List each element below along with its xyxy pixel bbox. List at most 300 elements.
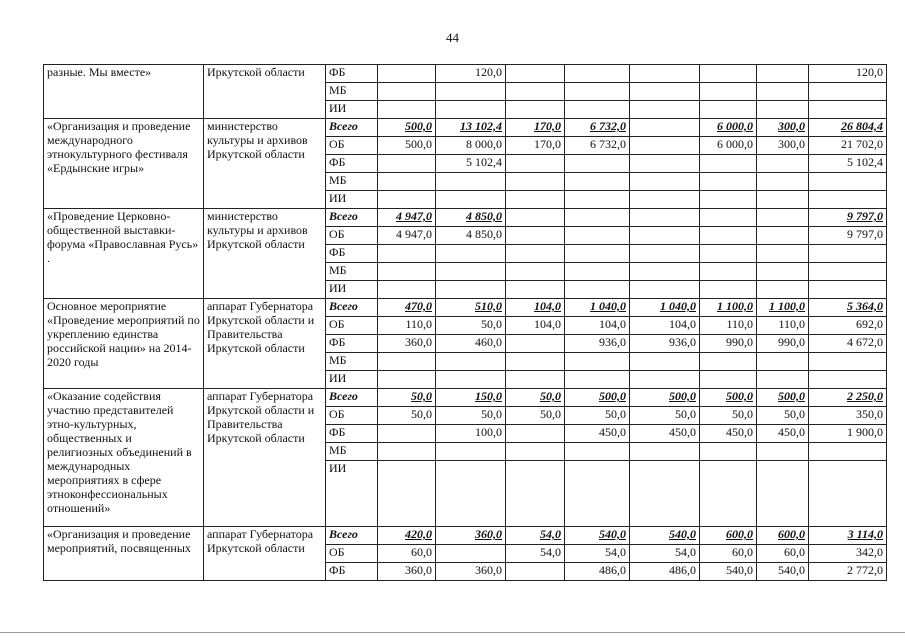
value-text: 170,0 <box>534 119 561 133</box>
year-value-cell <box>436 101 506 119</box>
year-value-cell <box>506 191 565 209</box>
year-value-cell <box>630 101 700 119</box>
value-text: 6 000,0 <box>717 119 753 133</box>
year-value-cell <box>630 425 700 443</box>
value-text: 1 040,0 <box>660 299 696 313</box>
value-text: 500,0 <box>405 119 432 133</box>
year-value-cell <box>757 101 809 119</box>
year-value-cell <box>565 299 630 317</box>
year-value-cell <box>436 209 506 227</box>
funding-source-cell: ОБ <box>326 317 378 335</box>
year-value-cell <box>506 527 565 545</box>
funding-source-cell: МБ <box>326 263 378 281</box>
measure-name-cell: «Проведение Церковно-общественной выставки-форума «Православная Русь» . <box>44 209 204 299</box>
year-value-cell <box>378 527 436 545</box>
year-value-cell <box>630 173 700 191</box>
total-value-cell <box>809 191 887 209</box>
year-value-cell <box>506 83 565 101</box>
funding-source-cell: ФБ <box>326 335 378 353</box>
year-value-cell <box>565 101 630 119</box>
year-value-cell <box>378 209 436 227</box>
year-value-cell <box>436 299 506 317</box>
value-text: 486,0 <box>599 563 626 577</box>
year-value-cell <box>378 65 436 83</box>
year-value-cell <box>506 425 565 443</box>
year-value-cell <box>436 119 506 137</box>
total-value-cell <box>809 461 887 527</box>
executor-cell: Иркутской области <box>204 65 326 119</box>
measure-name-cell: «Организация и проведение мероприятий, посвященных <box>44 527 204 581</box>
value-text: 50,0 <box>411 407 432 421</box>
value-text: 420,0 <box>405 527 432 541</box>
year-value-cell <box>506 281 565 299</box>
value-text: 450,0 <box>669 425 696 439</box>
year-value-cell <box>630 563 700 581</box>
year-value-cell <box>378 137 436 155</box>
year-value-cell <box>378 425 436 443</box>
value-text: 150,0 <box>475 389 502 403</box>
funding-source-cell: ОБ <box>326 407 378 425</box>
value-text: 540,0 <box>778 563 805 577</box>
year-value-cell <box>757 563 809 581</box>
total-value-cell <box>809 545 887 563</box>
year-value-cell <box>565 137 630 155</box>
value-text: 692,0 <box>856 317 883 331</box>
total-value-cell <box>809 371 887 389</box>
year-value-cell <box>700 407 757 425</box>
value-text: 450,0 <box>599 425 626 439</box>
year-value-cell <box>757 527 809 545</box>
value-text: 6 732,0 <box>590 119 626 133</box>
year-value-cell <box>630 335 700 353</box>
measure-name-cell: Основное мероприятие «Проведение мероприятий по укреплению единства российской нации» на 2014-2020 годы <box>44 299 204 389</box>
value-text: 1 040,0 <box>590 299 626 313</box>
year-value-cell <box>378 317 436 335</box>
year-value-cell <box>436 173 506 191</box>
year-value-cell <box>506 137 565 155</box>
value-text: 60,0 <box>784 545 805 559</box>
value-text: 360,0 <box>475 527 502 541</box>
year-value-cell <box>506 119 565 137</box>
funding-source-cell: Всего <box>326 527 378 545</box>
measure-name-cell: «Организация и проведение международного этнокультурного фестиваля «Ердынские игры» <box>44 119 204 209</box>
year-value-cell <box>700 461 757 527</box>
year-value-cell <box>565 245 630 263</box>
total-value-cell <box>809 299 887 317</box>
value-text: 990,0 <box>778 335 805 349</box>
table-row <box>44 299 887 317</box>
value-text: 104,0 <box>599 317 626 331</box>
executor-cell: министерство культуры и архивов Иркутской области <box>204 119 326 209</box>
executor-cell: министерство культуры и архивов Иркутской области <box>204 209 326 299</box>
value-text: 13 102,4 <box>460 119 502 133</box>
year-value-cell <box>565 545 630 563</box>
year-value-cell <box>565 335 630 353</box>
year-value-cell <box>757 281 809 299</box>
total-value-cell <box>809 137 887 155</box>
year-value-cell <box>757 245 809 263</box>
value-text: 500,0 <box>405 137 432 151</box>
year-value-cell <box>565 191 630 209</box>
value-text: 54,0 <box>605 545 626 559</box>
year-value-cell <box>700 371 757 389</box>
value-text: 50,0 <box>540 389 561 403</box>
year-value-cell <box>700 317 757 335</box>
value-text: 104,0 <box>669 317 696 331</box>
year-value-cell <box>506 245 565 263</box>
total-value-cell <box>809 443 887 461</box>
value-text: 9 797,0 <box>847 209 883 223</box>
value-text: 110,0 <box>778 317 805 331</box>
bottom-rule <box>0 632 905 633</box>
year-value-cell <box>506 389 565 407</box>
value-text: 360,0 <box>475 563 502 577</box>
value-text: 60,0 <box>411 545 432 559</box>
year-value-cell <box>700 227 757 245</box>
year-value-cell <box>565 227 630 245</box>
year-value-cell <box>700 209 757 227</box>
year-value-cell <box>630 245 700 263</box>
value-text: 500,0 <box>778 389 805 403</box>
value-text: 360,0 <box>405 335 432 349</box>
year-value-cell <box>378 83 436 101</box>
year-value-cell <box>700 527 757 545</box>
year-value-cell <box>378 263 436 281</box>
year-value-cell <box>565 407 630 425</box>
total-value-cell <box>809 527 887 545</box>
year-value-cell <box>630 209 700 227</box>
value-text: 170,0 <box>534 137 561 151</box>
funding-source-cell: Всего <box>326 389 378 407</box>
funding-source-cell: МБ <box>326 83 378 101</box>
value-text: 470,0 <box>405 299 432 313</box>
funding-source-cell: ФБ <box>326 245 378 263</box>
funding-source-cell: МБ <box>326 353 378 371</box>
year-value-cell <box>436 227 506 245</box>
year-value-cell <box>378 281 436 299</box>
total-value-cell <box>809 155 887 173</box>
year-value-cell <box>378 119 436 137</box>
value-text: 2 250,0 <box>847 389 883 403</box>
table-row <box>44 209 887 227</box>
funding-source-cell: ОБ <box>326 545 378 563</box>
value-text: 5 102,4 <box>466 155 502 169</box>
year-value-cell <box>378 173 436 191</box>
value-text: 110,0 <box>405 317 432 331</box>
year-value-cell <box>565 317 630 335</box>
year-value-cell <box>700 299 757 317</box>
year-value-cell <box>630 389 700 407</box>
year-value-cell <box>565 155 630 173</box>
total-value-cell <box>809 425 887 443</box>
year-value-cell <box>506 155 565 173</box>
total-value-cell <box>809 227 887 245</box>
year-value-cell <box>700 137 757 155</box>
year-value-cell <box>436 317 506 335</box>
value-text: 50,0 <box>732 407 753 421</box>
value-text: 936,0 <box>599 335 626 349</box>
value-text: 486,0 <box>669 563 696 577</box>
funding-source-cell: ФБ <box>326 155 378 173</box>
total-value-cell <box>809 407 887 425</box>
value-text: 500,0 <box>726 389 753 403</box>
table-row <box>44 389 887 407</box>
year-value-cell <box>506 407 565 425</box>
year-value-cell <box>565 371 630 389</box>
year-value-cell <box>436 191 506 209</box>
value-text: 300,0 <box>778 137 805 151</box>
year-value-cell <box>700 245 757 263</box>
year-value-cell <box>630 353 700 371</box>
year-value-cell <box>436 389 506 407</box>
year-value-cell <box>565 119 630 137</box>
year-value-cell <box>700 425 757 443</box>
year-value-cell <box>436 281 506 299</box>
year-value-cell <box>700 191 757 209</box>
total-value-cell <box>809 65 887 83</box>
value-text: 50,0 <box>675 407 696 421</box>
value-text: 54,0 <box>675 545 696 559</box>
year-value-cell <box>506 227 565 245</box>
year-value-cell <box>700 101 757 119</box>
table-row <box>44 527 887 545</box>
year-value-cell <box>436 407 506 425</box>
total-value-cell <box>809 245 887 263</box>
year-value-cell <box>630 65 700 83</box>
year-value-cell <box>700 545 757 563</box>
year-value-cell <box>506 545 565 563</box>
funding-source-cell: ФБ <box>326 425 378 443</box>
year-value-cell <box>757 545 809 563</box>
year-value-cell <box>565 461 630 527</box>
year-value-cell <box>757 461 809 527</box>
year-value-cell <box>378 335 436 353</box>
value-text: 450,0 <box>778 425 805 439</box>
year-value-cell <box>630 545 700 563</box>
year-value-cell <box>378 443 436 461</box>
year-value-cell <box>757 263 809 281</box>
value-text: 2 772,0 <box>847 563 883 577</box>
value-text: 360,0 <box>405 563 432 577</box>
value-text: 3 114,0 <box>847 527 883 541</box>
value-text: 540,0 <box>726 563 753 577</box>
year-value-cell <box>506 443 565 461</box>
executor-cell: аппарат Губернатора Иркутской области <box>204 527 326 581</box>
year-value-cell <box>506 209 565 227</box>
value-text: 50,0 <box>540 407 561 421</box>
value-text: 342,0 <box>856 545 883 559</box>
year-value-cell <box>506 101 565 119</box>
value-text: 1 900,0 <box>847 425 883 439</box>
year-value-cell <box>757 317 809 335</box>
funding-source-cell: ИИ <box>326 461 378 527</box>
year-value-cell <box>630 407 700 425</box>
value-text: 540,0 <box>669 527 696 541</box>
year-value-cell <box>630 227 700 245</box>
year-value-cell <box>700 119 757 137</box>
total-value-cell <box>809 317 887 335</box>
year-value-cell <box>630 263 700 281</box>
value-text: 50,0 <box>605 407 626 421</box>
year-value-cell <box>565 83 630 101</box>
value-text: 9 797,0 <box>847 227 883 241</box>
year-value-cell <box>700 281 757 299</box>
year-value-cell <box>378 461 436 527</box>
year-value-cell <box>700 65 757 83</box>
year-value-cell <box>757 191 809 209</box>
value-text: 120,0 <box>856 65 883 79</box>
value-text: 50,0 <box>481 317 502 331</box>
year-value-cell <box>757 155 809 173</box>
year-value-cell <box>565 389 630 407</box>
value-text: 350,0 <box>856 407 883 421</box>
value-text: 460,0 <box>475 335 502 349</box>
year-value-cell <box>630 155 700 173</box>
year-value-cell <box>506 353 565 371</box>
total-value-cell <box>809 209 887 227</box>
funding-source-cell: МБ <box>326 173 378 191</box>
value-text: 26 804,4 <box>841 119 883 133</box>
value-text: 1 100,0 <box>769 299 805 313</box>
year-value-cell <box>436 155 506 173</box>
year-value-cell <box>506 299 565 317</box>
measure-name-cell: разные. Мы вместе» <box>44 65 204 119</box>
year-value-cell <box>506 65 565 83</box>
year-value-cell <box>378 299 436 317</box>
value-text: 300,0 <box>778 119 805 133</box>
year-value-cell <box>436 245 506 263</box>
year-value-cell <box>506 263 565 281</box>
year-value-cell <box>378 545 436 563</box>
funding-source-cell: ОБ <box>326 137 378 155</box>
value-text: 6 732,0 <box>590 137 626 151</box>
table-body <box>44 65 887 581</box>
year-value-cell <box>630 119 700 137</box>
value-text: 600,0 <box>726 527 753 541</box>
year-value-cell <box>757 173 809 191</box>
funding-source-cell: Всего <box>326 299 378 317</box>
value-text: 4 947,0 <box>396 227 432 241</box>
funding-source-cell: ФБ <box>326 563 378 581</box>
value-text: 540,0 <box>599 527 626 541</box>
value-text: 1 100,0 <box>717 299 753 313</box>
value-text: 50,0 <box>411 389 432 403</box>
year-value-cell <box>436 563 506 581</box>
year-value-cell <box>565 527 630 545</box>
year-value-cell <box>630 281 700 299</box>
table-row <box>44 65 887 83</box>
total-value-cell <box>809 353 887 371</box>
year-value-cell <box>565 209 630 227</box>
year-value-cell <box>700 389 757 407</box>
value-text: 510,0 <box>475 299 502 313</box>
year-value-cell <box>436 263 506 281</box>
year-value-cell <box>506 461 565 527</box>
year-value-cell <box>506 563 565 581</box>
year-value-cell <box>700 353 757 371</box>
funding-source-cell: МБ <box>326 443 378 461</box>
year-value-cell <box>757 335 809 353</box>
total-value-cell <box>809 563 887 581</box>
total-value-cell <box>809 389 887 407</box>
value-text: 500,0 <box>669 389 696 403</box>
year-value-cell <box>436 425 506 443</box>
year-value-cell <box>565 563 630 581</box>
value-text: 8 000,0 <box>466 137 502 151</box>
total-value-cell <box>809 335 887 353</box>
year-value-cell <box>700 173 757 191</box>
value-text: 120,0 <box>475 65 502 79</box>
value-text: 4 672,0 <box>847 335 883 349</box>
year-value-cell <box>757 83 809 101</box>
year-value-cell <box>757 371 809 389</box>
year-value-cell <box>757 209 809 227</box>
year-value-cell <box>700 155 757 173</box>
year-value-cell <box>436 461 506 527</box>
total-value-cell <box>809 173 887 191</box>
year-value-cell <box>506 371 565 389</box>
year-value-cell <box>436 335 506 353</box>
year-value-cell <box>700 563 757 581</box>
year-value-cell <box>378 389 436 407</box>
year-value-cell <box>757 65 809 83</box>
year-value-cell <box>630 299 700 317</box>
funding-source-cell: ФБ <box>326 65 378 83</box>
year-value-cell <box>378 407 436 425</box>
executor-cell: аппарат Губернатора Иркутской области и Правительства Иркутской области <box>204 389 326 527</box>
year-value-cell <box>436 353 506 371</box>
value-text: 54,0 <box>540 545 561 559</box>
year-value-cell <box>378 353 436 371</box>
value-text: 450,0 <box>726 425 753 439</box>
year-value-cell <box>630 83 700 101</box>
value-text: 4 947,0 <box>396 209 432 223</box>
value-text: 990,0 <box>726 335 753 349</box>
year-value-cell <box>378 101 436 119</box>
value-text: 104,0 <box>534 299 561 313</box>
year-value-cell <box>565 281 630 299</box>
value-text: 4 850,0 <box>466 209 502 223</box>
year-value-cell <box>565 263 630 281</box>
value-text: 100,0 <box>475 425 502 439</box>
year-value-cell <box>700 263 757 281</box>
value-text: 50,0 <box>784 407 805 421</box>
year-value-cell <box>757 119 809 137</box>
year-value-cell <box>506 317 565 335</box>
total-value-cell <box>809 263 887 281</box>
value-text: 936,0 <box>669 335 696 349</box>
year-value-cell <box>757 227 809 245</box>
year-value-cell <box>757 353 809 371</box>
year-value-cell <box>700 443 757 461</box>
value-text: 54,0 <box>540 527 561 541</box>
year-value-cell <box>757 443 809 461</box>
funding-source-cell: Всего <box>326 209 378 227</box>
total-value-cell <box>809 83 887 101</box>
total-value-cell <box>809 281 887 299</box>
year-value-cell <box>630 461 700 527</box>
year-value-cell <box>378 371 436 389</box>
year-value-cell <box>700 83 757 101</box>
value-text: 21 702,0 <box>841 137 883 151</box>
funding-source-cell: Всего <box>326 119 378 137</box>
year-value-cell <box>565 353 630 371</box>
value-text: 50,0 <box>481 407 502 421</box>
budget-table <box>43 64 887 581</box>
year-value-cell <box>436 137 506 155</box>
year-value-cell <box>757 137 809 155</box>
year-value-cell <box>506 173 565 191</box>
